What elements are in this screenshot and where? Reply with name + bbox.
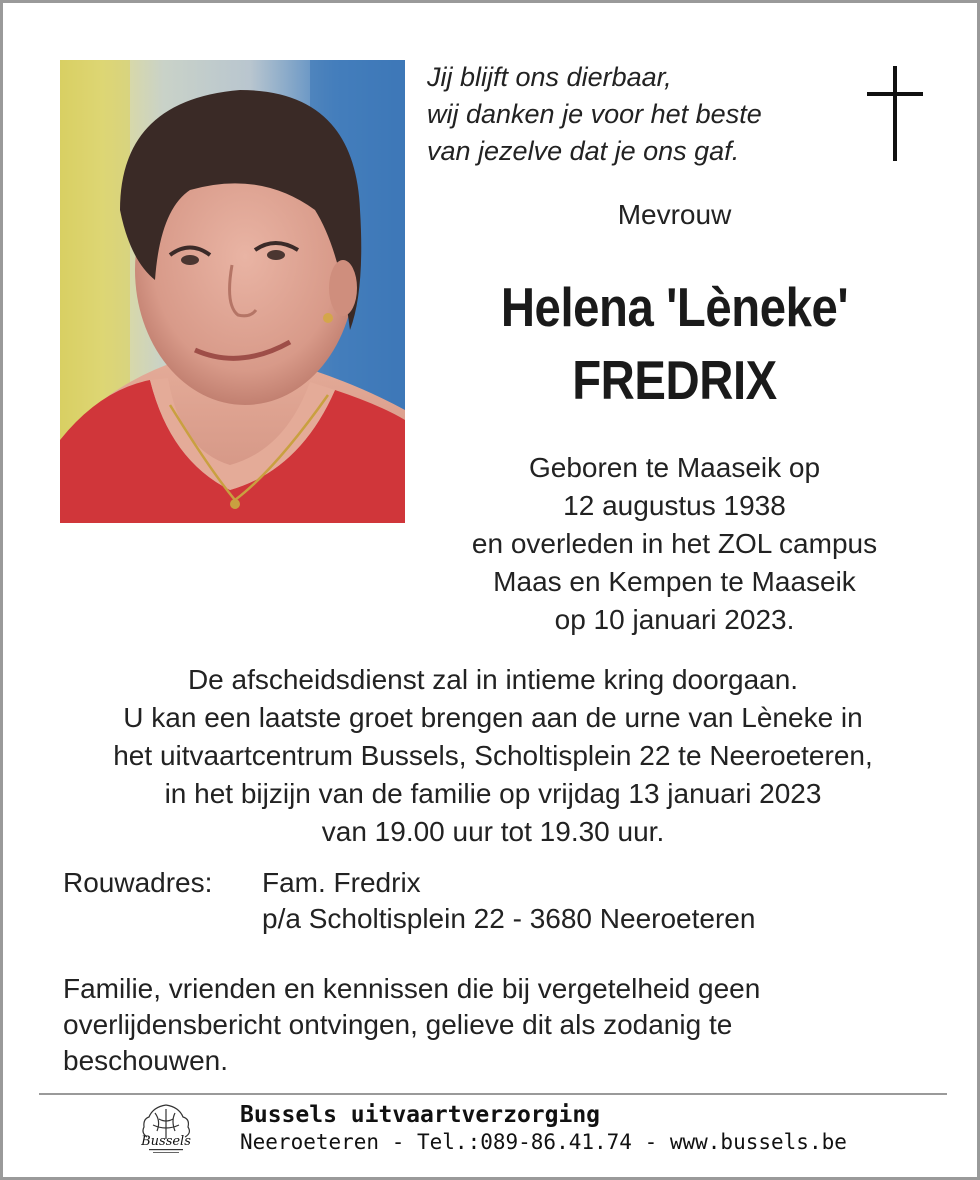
mourning-address xyxy=(262,865,755,937)
details-line: en overleden in het ZOL campus xyxy=(471,528,878,559)
details-line: op 10 januari 2023. xyxy=(554,604,795,635)
bussels-logo-icon xyxy=(135,1101,197,1157)
service-line: van 19.00 uur tot 19.30 uur. xyxy=(321,816,665,847)
deceased-surname: FREDRIX xyxy=(572,349,777,411)
footer-divider xyxy=(39,1093,947,1095)
latin-cross-icon xyxy=(867,66,923,162)
portrait-illustration xyxy=(60,60,405,523)
portrait-photo xyxy=(60,60,405,523)
memorial-quote xyxy=(427,59,847,170)
svg-text:Bussels: Bussels xyxy=(141,1134,191,1149)
address-line: Fam. Fredrix xyxy=(262,867,421,898)
details-line: 12 augustus 1938 xyxy=(563,490,786,521)
service-details xyxy=(43,661,943,851)
service-line: U kan een laatste groet brengen aan de urne van Lèneke in xyxy=(123,702,863,733)
birth-death-details xyxy=(427,449,922,639)
note-line: Familie, vrienden en kennissen die bij vergetelheid geen xyxy=(63,973,761,1004)
notice-note xyxy=(63,971,923,1079)
service-line: De afscheidsdienst zal in intieme kring doorgaan. xyxy=(187,664,799,695)
details-line: Geboren te Maaseik op xyxy=(528,452,821,483)
funeral-company-contact: Neeroeteren - Tel.:089-86.41.74 - www.bussels.be xyxy=(240,1130,847,1154)
deceased-first-name: Helena 'Lèneke' xyxy=(500,276,849,338)
note-line: beschouwen. xyxy=(63,1045,229,1076)
service-line: het uitvaartcentrum Bussels, Scholtisplein 22 te Neeroeteren, xyxy=(113,740,873,771)
honorific-title: Mevrouw xyxy=(617,199,732,230)
note-line: overlijdensbericht ontvingen, gelieve dit als zodanig te xyxy=(63,1009,733,1040)
quote-line: van jezelve dat je ons gaf. xyxy=(427,136,740,166)
address-line: p/a Scholtisplein 22 - 3680 Neeroeteren xyxy=(262,903,756,934)
quote-line: Jij blijft ons dierbaar, xyxy=(427,62,672,92)
quote-line: wij danken je voor het beste xyxy=(427,99,762,129)
funeral-company-name: Bussels uitvaartverzorging xyxy=(240,1102,601,1128)
details-line: Maas en Kempen te Maaseik xyxy=(493,566,856,597)
deceased-name xyxy=(427,271,922,417)
service-line: in het bijzijn van de familie op vrijdag 13 januari 2023 xyxy=(164,778,822,809)
address-label: Rouwadres: xyxy=(63,867,213,898)
